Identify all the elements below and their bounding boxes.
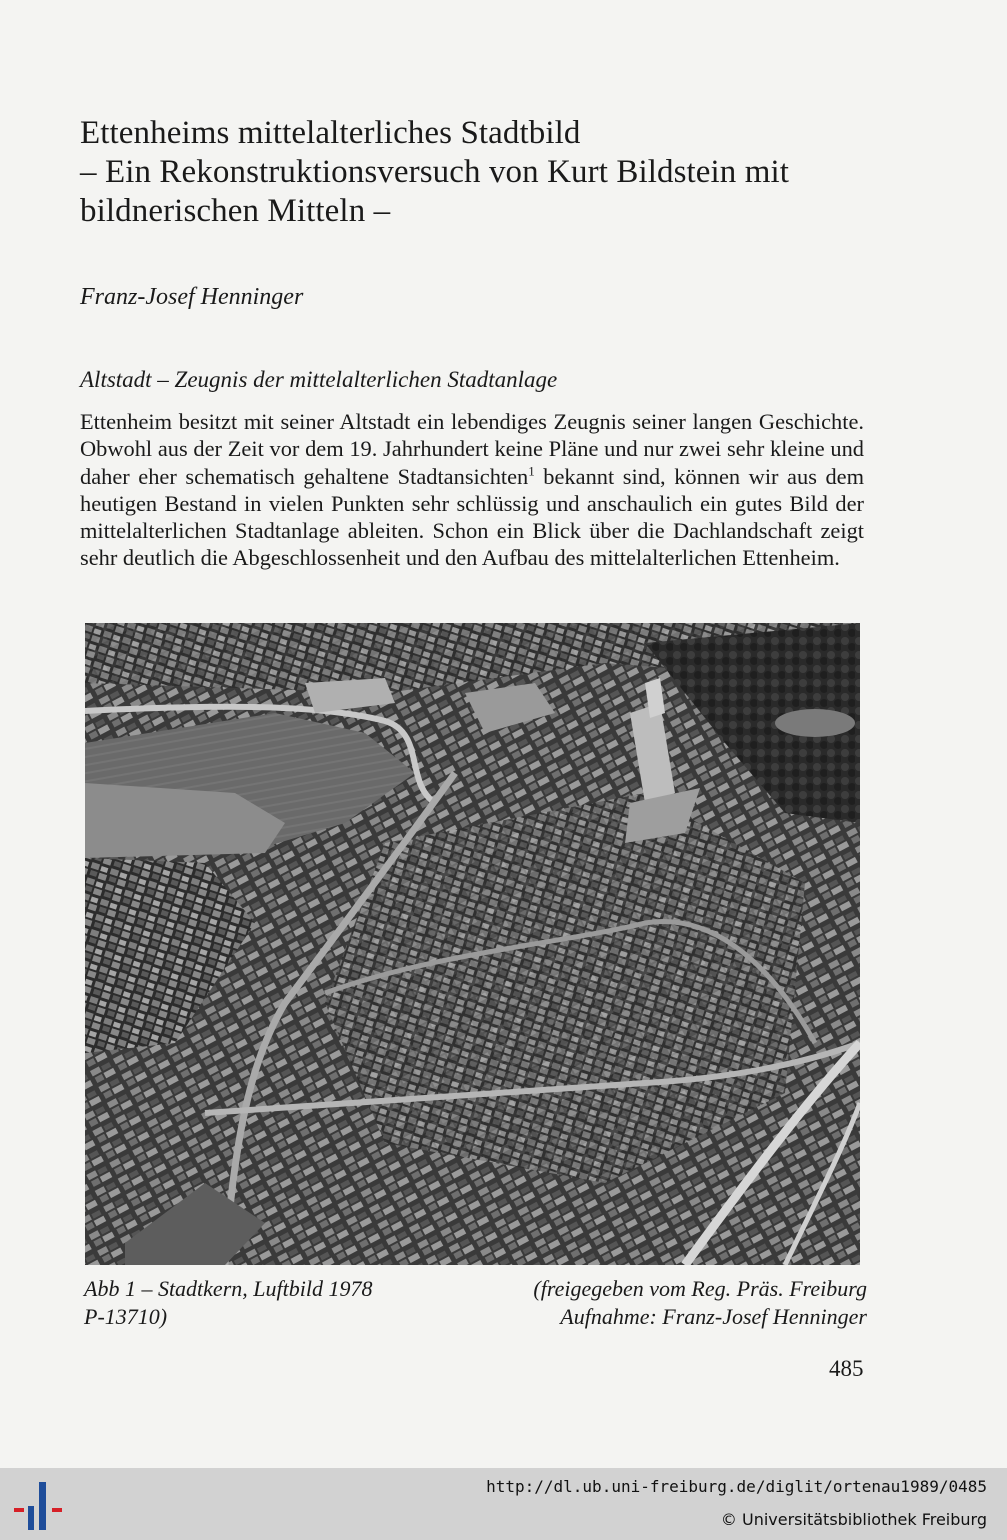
figure-caption-left (84, 1275, 372, 1331)
title-line: – Ein Rekonstruktionsversuch von Kurt Bildstein mit (80, 154, 790, 190)
page-number: 485 (829, 1356, 864, 1381)
aerial-photo-image (85, 623, 860, 1265)
body-paragraph (80, 408, 864, 572)
footer-bar (0, 1468, 1007, 1540)
aerial-photo (85, 623, 860, 1265)
paragraph-text: bekannt sind, können wir aus dem heutigen Bestand in vielen Punkten sehr schlüssig und anschaulich ein gutes Bild der mittelalterlichen Stadtanlage ableiten. Schon ein Blick über die Dachlandschaft zeigt sehr deutlich die Abgeschlossenheit und den Aufbau des mittelalterlichen Ettenheim. (80, 463, 865, 571)
title-line: bildnerischen Mitteln – (80, 193, 391, 229)
caption-line: (freigegeben vom Reg. Präs. Freiburg (533, 1276, 867, 1301)
caption-line: P-13710) (84, 1304, 168, 1329)
caption-line: Aufnahme: Franz-Josef Henninger (560, 1304, 867, 1329)
university-library-logo-icon[interactable] (12, 1482, 64, 1537)
caption-line: Abb 1 – Stadtkern, Luftbild 1978 (84, 1276, 373, 1301)
source-url-link[interactable]: http://dl.ub.uni-freiburg.de/diglit/ortenau1989/0485 (486, 1477, 987, 1496)
footnote-reference[interactable]: 1 (528, 463, 535, 479)
copyright-notice: © Universitätsbibliothek Freiburg (720, 1510, 987, 1529)
author-name: Franz-Josef Henninger (80, 284, 304, 310)
figure-caption-right (533, 1275, 867, 1331)
article-title (80, 114, 880, 231)
title-line: Ettenheims mittelalterliches Stadtbild (80, 115, 581, 151)
section-heading: Altstadt – Zeugnis der mittelalterlichen Stadtanlage (80, 367, 558, 392)
paragraph-text: Ettenheim besitzt mit seiner Altstadt ein lebendiges Zeugnis seiner langen Geschichte. Obwohl aus der Zeit vor dem 19. Jahrhundert keine Pläne und nur zwei sehr kleine und daher eher schematisch gehaltene Stadtansichten (80, 409, 864, 489)
